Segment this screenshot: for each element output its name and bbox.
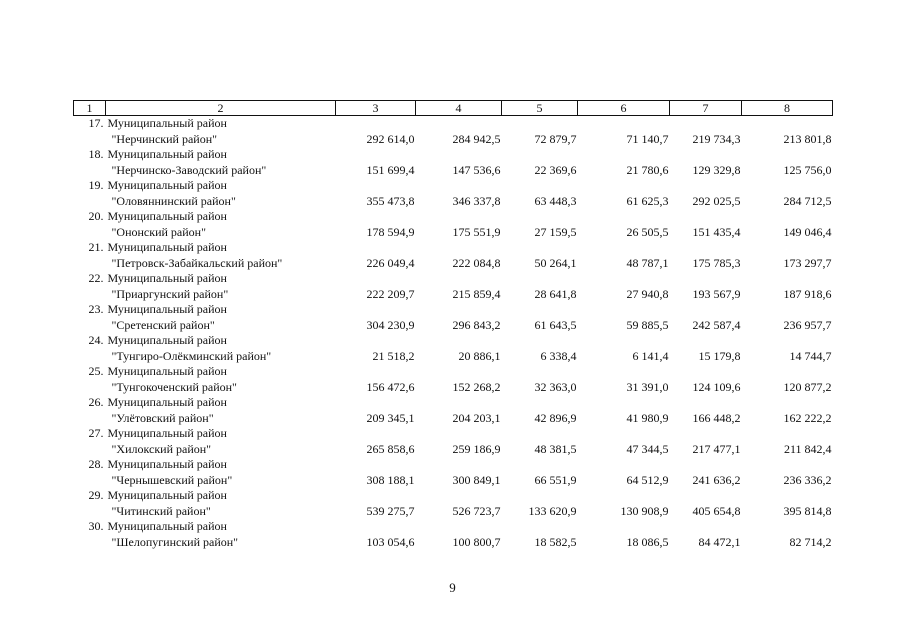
value-cell-col-6: 71 140,7 bbox=[626, 131, 669, 146]
district-name-cell bbox=[106, 209, 336, 240]
table-row bbox=[74, 209, 833, 240]
table-row bbox=[74, 457, 833, 488]
district-type: Муниципальный район bbox=[107, 457, 227, 471]
district-name: "Оловяннинский район" bbox=[111, 193, 236, 208]
value-cell-col-4: 346 337,8 bbox=[452, 193, 501, 208]
district-name-cell bbox=[106, 426, 336, 457]
value-cell-col-3: 292 614,0 bbox=[366, 131, 415, 146]
value-cell-col-6: 48 787,1 bbox=[626, 255, 669, 270]
district-name: "Петровск-Забайкальский район" bbox=[111, 255, 283, 270]
value-cell-col-4: 300 849,1 bbox=[452, 472, 501, 487]
district-type: Муниципальный район bbox=[107, 364, 227, 378]
district-name: "Приаргунский район" bbox=[111, 286, 229, 301]
district-name: "Нерчинский район" bbox=[111, 131, 218, 146]
district-type: Муниципальный район bbox=[107, 333, 227, 347]
header-row bbox=[74, 101, 833, 116]
value-cell-col-5: 42 896,9 bbox=[534, 410, 577, 425]
value-cell-col-7: 166 448,2 bbox=[692, 410, 741, 425]
value-cell-col-3: 209 345,1 bbox=[366, 410, 415, 425]
value-cell-col-4: 100 800,7 bbox=[452, 534, 501, 549]
value-cell-col-7: 15 179,8 bbox=[698, 348, 741, 363]
value-cell-col-8: 236 957,7 bbox=[783, 317, 832, 332]
value-cell-col-7: 151 435,4 bbox=[692, 224, 741, 239]
district-name-cell bbox=[106, 488, 336, 519]
district-name: "Нерчинско-Заводский район" bbox=[111, 162, 267, 177]
value-cell-col-6: 47 344,5 bbox=[626, 441, 669, 456]
value-cell-col-5: 22 369,6 bbox=[534, 162, 577, 177]
district-name-cell bbox=[106, 240, 336, 271]
page-number: 9 bbox=[449, 580, 456, 595]
value-cell-col-3: 103 054,6 bbox=[366, 534, 415, 549]
value-cell-col-4: 175 551,9 bbox=[452, 224, 501, 239]
value-cell-col-4: 284 942,5 bbox=[452, 131, 501, 146]
district-name-cell bbox=[106, 395, 336, 426]
value-cell-col-6: 18 086,5 bbox=[626, 534, 669, 549]
district-name-cell bbox=[106, 364, 336, 395]
value-cell-col-6: 27 940,8 bbox=[626, 286, 669, 301]
district-type: Муниципальный район bbox=[107, 395, 227, 409]
value-cell-col-7: 124 109,6 bbox=[692, 379, 741, 394]
district-name: "Тунгокоченский район" bbox=[111, 379, 237, 394]
column-header-4: 4 bbox=[416, 101, 502, 116]
value-cell-col-6: 31 391,0 bbox=[626, 379, 669, 394]
value-cell-col-8: 82 714,2 bbox=[789, 534, 832, 549]
table-row bbox=[74, 178, 833, 209]
table-row bbox=[74, 426, 833, 457]
value-cell-col-3: 222 209,7 bbox=[366, 286, 415, 301]
value-cell-col-3: 308 188,1 bbox=[366, 472, 415, 487]
value-cell-col-5: 28 641,8 bbox=[534, 286, 577, 301]
district-name-cell bbox=[106, 116, 336, 148]
district-name: "Читинский район" bbox=[111, 503, 211, 518]
value-cell-col-8: 187 918,6 bbox=[783, 286, 832, 301]
value-cell-col-3: 539 275,7 bbox=[366, 503, 415, 518]
row-number: 24. bbox=[88, 333, 104, 347]
value-cell-col-7: 405 654,8 bbox=[692, 503, 741, 518]
value-cell-col-5: 72 879,7 bbox=[534, 131, 577, 146]
value-cell-col-7: 193 567,9 bbox=[692, 286, 741, 301]
value-cell-col-3: 304 230,9 bbox=[366, 317, 415, 332]
value-cell-col-3: 226 049,4 bbox=[366, 255, 415, 270]
value-cell-col-4: 296 843,2 bbox=[452, 317, 501, 332]
table-row bbox=[74, 395, 833, 426]
value-cell-col-4: 259 186,9 bbox=[452, 441, 501, 456]
value-cell-col-5: 50 264,1 bbox=[534, 255, 577, 270]
district-name: "Шелопугинский район" bbox=[111, 534, 239, 549]
district-type: Муниципальный район bbox=[107, 488, 227, 502]
value-cell-col-6: 41 980,9 bbox=[626, 410, 669, 425]
value-cell-col-4: 215 859,4 bbox=[452, 286, 501, 301]
value-cell-col-7: 292 025,5 bbox=[692, 193, 741, 208]
table-row bbox=[74, 302, 833, 333]
row-number: 17. bbox=[88, 116, 104, 130]
row-number: 29. bbox=[88, 488, 104, 502]
row-number: 27. bbox=[88, 426, 104, 440]
value-cell-col-4: 526 723,7 bbox=[452, 503, 501, 518]
column-header-1: 1 bbox=[74, 101, 106, 116]
value-cell-col-7: 217 477,1 bbox=[692, 441, 741, 456]
district-type: Муниципальный район bbox=[107, 209, 227, 223]
column-header-3: 3 bbox=[336, 101, 416, 116]
value-cell-col-4: 222 084,8 bbox=[452, 255, 501, 270]
table-header bbox=[74, 101, 833, 116]
value-cell-col-7: 175 785,3 bbox=[692, 255, 741, 270]
column-header-7: 7 bbox=[670, 101, 742, 116]
value-cell-col-5: 133 620,9 bbox=[528, 503, 577, 518]
column-header-2: 2 bbox=[106, 101, 336, 116]
table-body bbox=[74, 116, 833, 551]
table-row bbox=[74, 519, 833, 550]
value-cell-col-8: 211 842,4 bbox=[783, 441, 832, 456]
value-cell-col-3: 355 473,8 bbox=[366, 193, 415, 208]
district-name: "Ононский район" bbox=[111, 224, 206, 239]
district-name: "Чернышевский район" bbox=[111, 472, 233, 487]
column-header-6: 6 bbox=[578, 101, 670, 116]
value-cell-col-8: 236 336,2 bbox=[783, 472, 832, 487]
value-cell-col-8: 162 222,2 bbox=[783, 410, 832, 425]
row-number: 20. bbox=[88, 209, 104, 223]
row-number: 30. bbox=[88, 519, 104, 533]
value-cell-col-5: 66 551,9 bbox=[534, 472, 577, 487]
district-name: "Улётовский район" bbox=[111, 410, 214, 425]
value-cell-col-7: 129 329,8 bbox=[692, 162, 741, 177]
value-cell-col-7: 219 734,3 bbox=[692, 131, 741, 146]
row-number: 18. bbox=[88, 147, 104, 161]
district-name-cell bbox=[106, 519, 336, 550]
value-cell-col-8: 284 712,5 bbox=[783, 193, 832, 208]
value-cell-col-8: 125 756,0 bbox=[783, 162, 832, 177]
row-number: 26. bbox=[88, 395, 104, 409]
column-header-8: 8 bbox=[742, 101, 833, 116]
district-type: Муниципальный район bbox=[107, 116, 227, 130]
value-cell-col-4: 20 886,1 bbox=[458, 348, 501, 363]
value-cell-col-6: 64 512,9 bbox=[626, 472, 669, 487]
row-number: 21. bbox=[88, 240, 104, 254]
value-cell-col-5: 63 448,3 bbox=[534, 193, 577, 208]
value-cell-col-3: 265 858,6 bbox=[366, 441, 415, 456]
district-type: Муниципальный район bbox=[107, 147, 227, 161]
value-cell-col-3: 156 472,6 bbox=[366, 379, 415, 394]
value-cell-col-5: 61 643,5 bbox=[534, 317, 577, 332]
value-cell-col-4: 147 536,6 bbox=[452, 162, 501, 177]
table-row bbox=[74, 488, 833, 519]
district-name: "Сретенский район" bbox=[111, 317, 215, 332]
district-type: Муниципальный район bbox=[107, 178, 227, 192]
district-name-cell bbox=[106, 457, 336, 488]
district-name: "Хилокский район" bbox=[111, 441, 212, 456]
table-row bbox=[74, 364, 833, 395]
value-cell-col-8: 213 801,8 bbox=[783, 131, 832, 146]
value-cell-col-4: 204 203,1 bbox=[452, 410, 501, 425]
value-cell-col-7: 84 472,1 bbox=[698, 534, 741, 549]
value-cell-col-6: 59 885,5 bbox=[626, 317, 669, 332]
value-cell-col-7: 242 587,4 bbox=[692, 317, 741, 332]
district-type: Муниципальный район bbox=[107, 240, 227, 254]
value-cell-col-8: 395 814,8 bbox=[783, 503, 832, 518]
district-name-cell bbox=[106, 271, 336, 302]
value-cell-col-6: 61 625,3 bbox=[626, 193, 669, 208]
district-name-cell bbox=[106, 178, 336, 209]
table-row bbox=[74, 271, 833, 302]
district-type: Муниципальный район bbox=[107, 519, 227, 533]
value-cell-col-8: 173 297,7 bbox=[783, 255, 832, 270]
value-cell-col-3: 21 518,2 bbox=[372, 348, 415, 363]
row-number: 28. bbox=[88, 457, 104, 471]
table-row bbox=[74, 116, 833, 148]
row-number: 23. bbox=[88, 302, 104, 316]
value-cell-col-6: 21 780,6 bbox=[626, 162, 669, 177]
value-cell-col-6: 26 505,5 bbox=[626, 224, 669, 239]
table-row bbox=[74, 333, 833, 364]
value-cell-col-6: 130 908,9 bbox=[620, 503, 669, 518]
value-cell-col-5: 18 582,5 bbox=[534, 534, 577, 549]
district-name-cell bbox=[106, 302, 336, 333]
table-row bbox=[74, 147, 833, 178]
budget-table bbox=[73, 100, 833, 550]
district-type: Муниципальный район bbox=[107, 271, 227, 285]
row-number: 22. bbox=[88, 271, 104, 285]
district-name-cell bbox=[106, 333, 336, 364]
table-row bbox=[74, 240, 833, 271]
value-cell-col-4: 152 268,2 bbox=[452, 379, 501, 394]
row-number: 25. bbox=[88, 364, 104, 378]
district-type: Муниципальный район bbox=[107, 426, 227, 440]
column-header-5: 5 bbox=[502, 101, 578, 116]
row-number: 19. bbox=[88, 178, 104, 192]
value-cell-col-5: 32 363,0 bbox=[534, 379, 577, 394]
value-cell-col-3: 151 699,4 bbox=[366, 162, 415, 177]
value-cell-col-8: 14 744,7 bbox=[789, 348, 832, 363]
value-cell-col-8: 120 877,2 bbox=[783, 379, 832, 394]
district-type: Муниципальный район bbox=[107, 302, 227, 316]
district-name: "Тунгиро-Олёкминский район" bbox=[111, 348, 272, 363]
value-cell-col-7: 241 636,2 bbox=[692, 472, 741, 487]
value-cell-col-5: 48 381,5 bbox=[534, 441, 577, 456]
district-name-cell bbox=[106, 147, 336, 178]
value-cell-col-3: 178 594,9 bbox=[366, 224, 415, 239]
value-cell-col-5: 27 159,5 bbox=[534, 224, 577, 239]
value-cell-col-6: 6 141,4 bbox=[632, 348, 669, 363]
value-cell-col-5: 6 338,4 bbox=[540, 348, 577, 363]
value-cell-col-8: 149 046,4 bbox=[783, 224, 832, 239]
